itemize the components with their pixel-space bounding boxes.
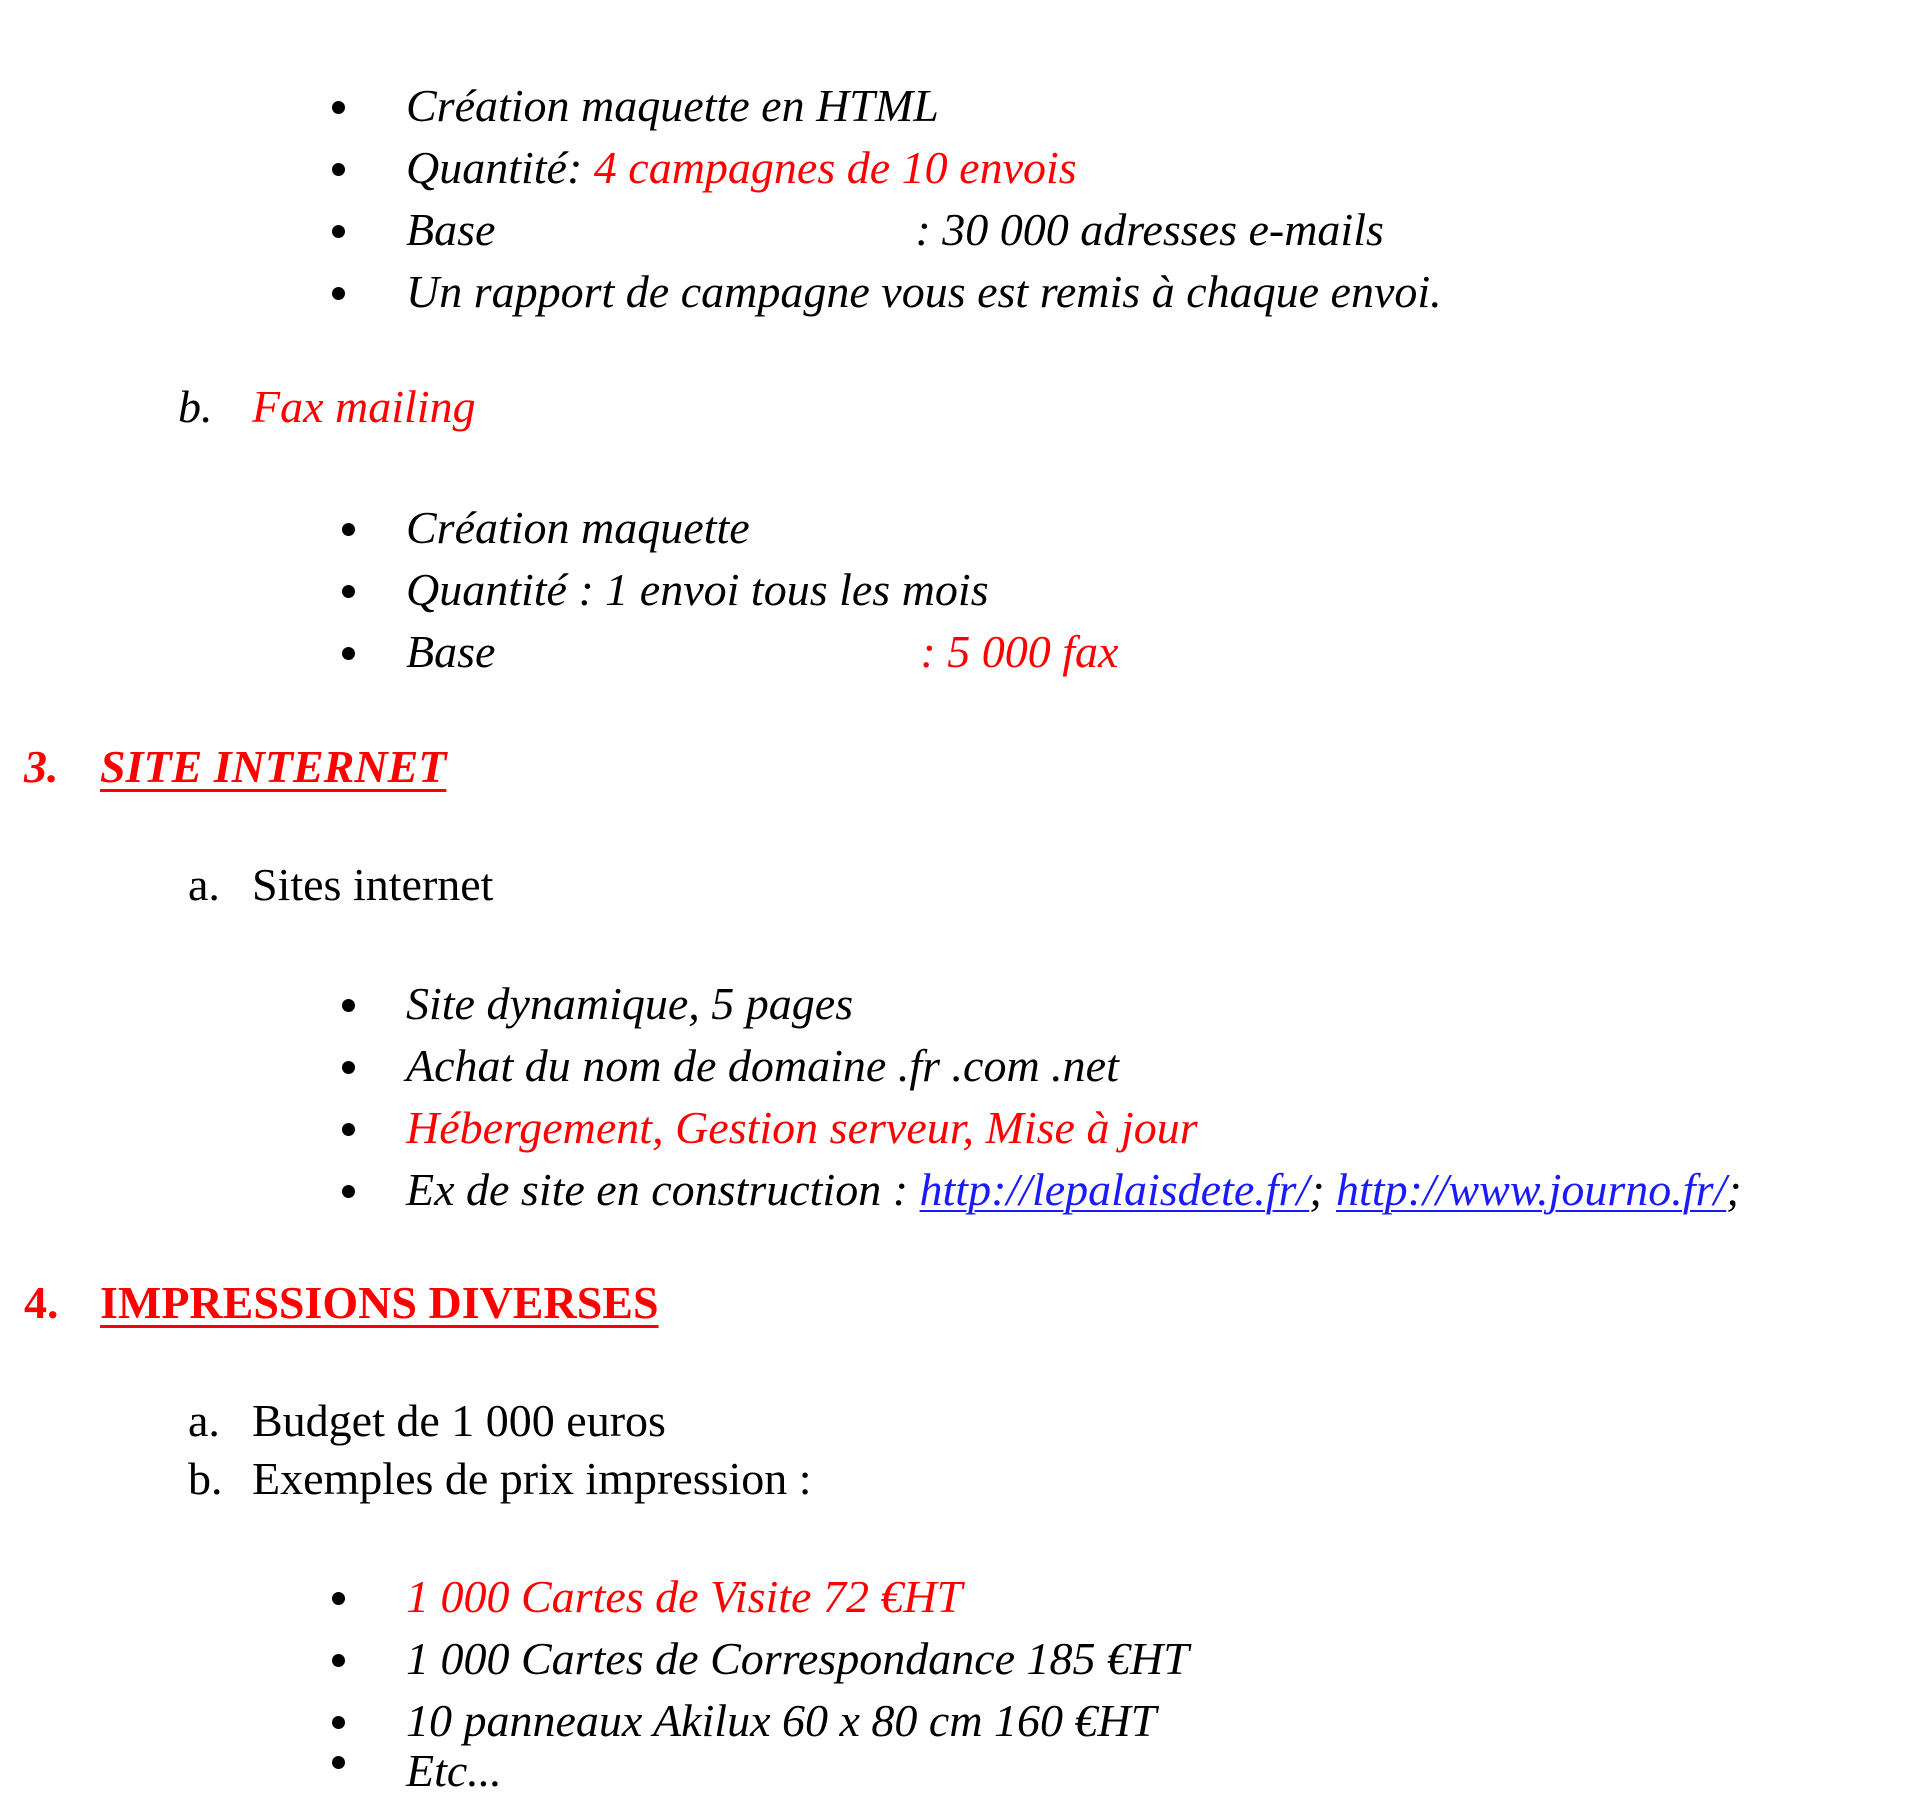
bullet-icon: [332, 1654, 345, 1667]
list-item: Site dynamique, 5 pages: [406, 978, 854, 1029]
fax-subheading: b.: [178, 381, 213, 432]
bullet-icon: [332, 101, 345, 114]
bullet-icon: [332, 1716, 345, 1729]
sites-subheading-marker: a.: [188, 859, 220, 910]
list-item: Création maquette en HTML: [406, 80, 939, 131]
bullet-icon: [332, 163, 345, 176]
bullet-icon: [342, 1185, 355, 1198]
list-item: Quantité : 1 envoi tous les mois: [406, 564, 989, 615]
bullet-icon: [342, 647, 355, 660]
bullet-icon: [342, 585, 355, 598]
list-item: Un rapport de campagne vous est remis à chaque envoi.: [406, 266, 1442, 317]
site-link-journo[interactable]: http://www.journo.fr/: [1336, 1164, 1727, 1215]
bullet-icon: [332, 225, 345, 238]
section-4-title: IMPRESSIONS DIVERSES: [100, 1277, 659, 1328]
bullet-icon: [342, 1061, 355, 1074]
bullet-icon: [342, 1123, 355, 1136]
list-item: Quantité: 4 campagnes de 10 envois: [406, 142, 1077, 193]
list-item: 10 panneaux Akilux 60 x 80 cm 160 €HT: [406, 1695, 1157, 1746]
section-3-title: SITE INTERNET: [100, 741, 447, 792]
sites-subheading: Sites internet: [252, 859, 494, 910]
list-item: Ex de site en construction : http://lepalaisdete.fr/; http://www.journo.fr/;: [406, 1164, 1742, 1215]
list-item: Base : 30 000 adresses e-mails: [406, 204, 1384, 255]
list-item: Etc...: [406, 1745, 502, 1796]
list-item: Hébergement, Gestion serveur, Mise à jour: [406, 1102, 1198, 1153]
list-item: Création maquette: [406, 502, 750, 553]
bullet-icon: [342, 999, 355, 1012]
bullet-icon: [332, 1756, 345, 1769]
bullet-icon: [332, 1592, 345, 1605]
budget-marker: a.: [188, 1395, 220, 1446]
section-3-heading: 3.: [24, 741, 59, 792]
site-link-lepalaisdete[interactable]: http://lepalaisdete.fr/: [919, 1164, 1310, 1215]
examples-marker: b.: [188, 1453, 223, 1504]
list-item: Base : 5 000 fax: [406, 626, 1119, 677]
fax-subheading-title: Fax mailing: [252, 381, 476, 432]
budget-text: Budget de 1 000 euros: [252, 1395, 666, 1446]
list-item: 1 000 Cartes de Visite 72 €HT: [406, 1571, 963, 1622]
list-item: 1 000 Cartes de Correspondance 185 €HT: [406, 1633, 1189, 1684]
bullet-icon: [332, 287, 345, 300]
section-4-heading: 4.: [24, 1277, 59, 1328]
examples-text: Exemples de prix impression :: [252, 1453, 812, 1504]
bullet-icon: [342, 523, 355, 536]
list-item: Achat du nom de domaine .fr .com .net: [406, 1040, 1119, 1091]
